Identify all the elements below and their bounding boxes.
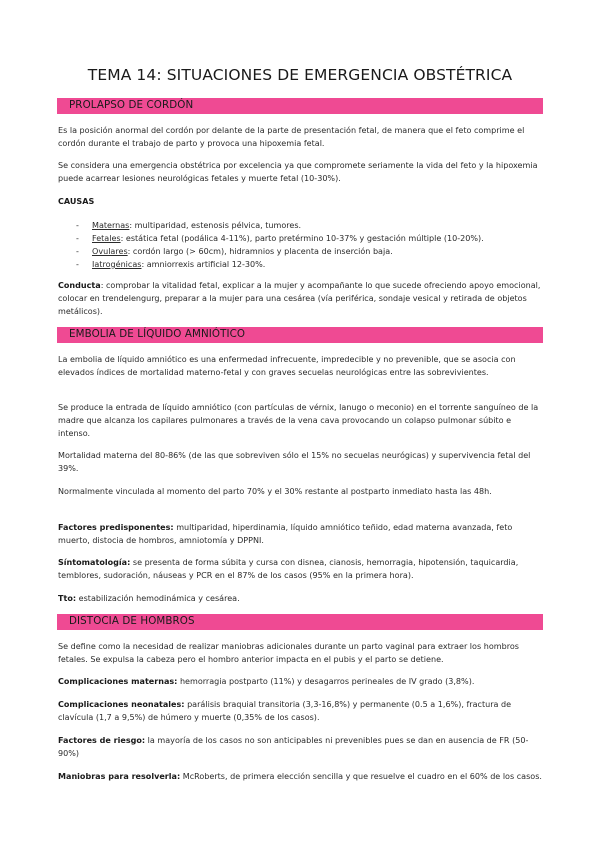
- paragraph: Se produce la entrada de líquido amniótico (con partículas de vérnix, lanugo o meconio) en el torrente sanguíneo de la madre que alcanza los capilares pulmonares a través de la vena cava provocando un colapso pulmonar súbito e intenso.: [58, 403, 539, 438]
- section-heading-embolia: [57, 327, 543, 343]
- paragraph: Es la posición anormal del cordón por delante de la parte de presentación fetal, de manera que el feto comprime el cordón durante el trabajo de parto y provoca una hipoxemia fetal.: [58, 126, 525, 148]
- complicaciones-maternas-paragraph: Complicaciones maternas: hemorragia postparto (11%) y desagarros perineales de IV grado (3,8%).: [58, 677, 475, 686]
- list-item: - Ovulares: cordón largo (> 60cm), hidramnios y placenta de inserción baja.: [76, 247, 393, 256]
- factores-paragraph: Factores predisponentes: multiparidad, hiperdinamia, líquido amniótico teñido, edad materna avanzada, feto muerto, distocia de hombros, amniotomía y DPPNI.: [58, 523, 513, 545]
- section-heading-label: EMBOLIA DE LÍQUIDO AMNIÓTICO: [69, 328, 246, 340]
- paragraph: Mortalidad materna del 80-86% (de las que sobreviven sólo el 15% no secuelas neurógicas) y supervivencia fetal del 39%.: [58, 451, 531, 473]
- causas-list: [58, 219, 544, 271]
- page-title: TEMA 14: SITUACIONES DE EMERGENCIA OBSTÉTRICA: [87, 66, 513, 84]
- section-heading-prolapso: [57, 98, 543, 114]
- section-heading-label: DISTOCIA DE HOMBROS: [69, 615, 195, 627]
- factores-riesgo-paragraph: Factores de riesgo: la mayoría de los casos no son anticipables ni prevenibles pues se dan en ausencia de FR (50-90%): [58, 736, 529, 758]
- conducta-paragraph: Conducta: comprobar la vitalidad fetal, explicar a la mujer y acompañante lo que sucede ofreciendo apoyo emocional, colocar en trendelengurg, preparar a la mujer para una cesárea (vía periférica, sondaje vesical y retirada de objetos metálicos).: [58, 281, 541, 316]
- causas-heading: CAUSAS: [58, 197, 95, 206]
- list-item: - Maternas: multiparidad, estenosis pélvica, tumores.: [76, 221, 302, 230]
- tto-paragraph: Tto: estabilización hemodinámica y cesárea.: [58, 594, 240, 603]
- paragraph: La embolia de líquido amniótico es una enfermedad infrecuente, impredecible y no prevenible, que se asocia con elevados índices de mortalidad materno-fetal y con graves secuelas neurológicas entre las sobrevivientes.: [58, 355, 516, 377]
- paragraph: Se define como la necesidad de realizar maniobras adicionales durante un parto vaginal para extraer los hombros fetales. Se expulsa la cabeza pero el hombro anterior impacta en el pubis y el parto se detiene.: [58, 642, 519, 664]
- list-item: - Iatrogénicas: amniorrexis artificial 12-30%.: [76, 260, 266, 269]
- section-heading-label: PROLAPSO DE CORDÓN: [69, 99, 194, 111]
- paragraph: Se considera una emergencia obstétrica por excelencia ya que compromete seriamente la vida del feto y la hipoxemia puede acarrear lesiones neurológicas fetales y muerte fetal (10-30%).: [58, 161, 538, 183]
- complicaciones-neonatales-paragraph: Complicaciones neonatales: parálisis braquial transitoria (3,3-16,8%) y permanente (0.5 a 1,6%), fractura de clavícula (1,7 a 9,5%) de húmero y muerte (0,35% de los casos).: [58, 700, 512, 722]
- maniobras-paragraph: Maniobras para resolverla: McRoberts, de primera elección sencilla y que resuelve el cuadro en el 60% de los casos.: [58, 772, 542, 781]
- section-heading-distocia: [57, 614, 543, 630]
- sintomatologia-paragraph: Síntomatología: se presenta de forma súbita y cursa con disnea, cianosis, hemorragia, hipotensión, taquicardia, temblores, sudoración, náuseas y PCR en el 87% de los casos (95% en la primera hora).: [58, 558, 519, 580]
- paragraph: Normalmente vinculada al momento del parto 70% y el 30% restante al postparto inmediato hasta las 48h.: [58, 487, 492, 496]
- list-item: - Fetales: estática fetal (podálica 4-11%), parto pretérmino 10-37% y gestación múltiple (10-20%).: [76, 234, 484, 243]
